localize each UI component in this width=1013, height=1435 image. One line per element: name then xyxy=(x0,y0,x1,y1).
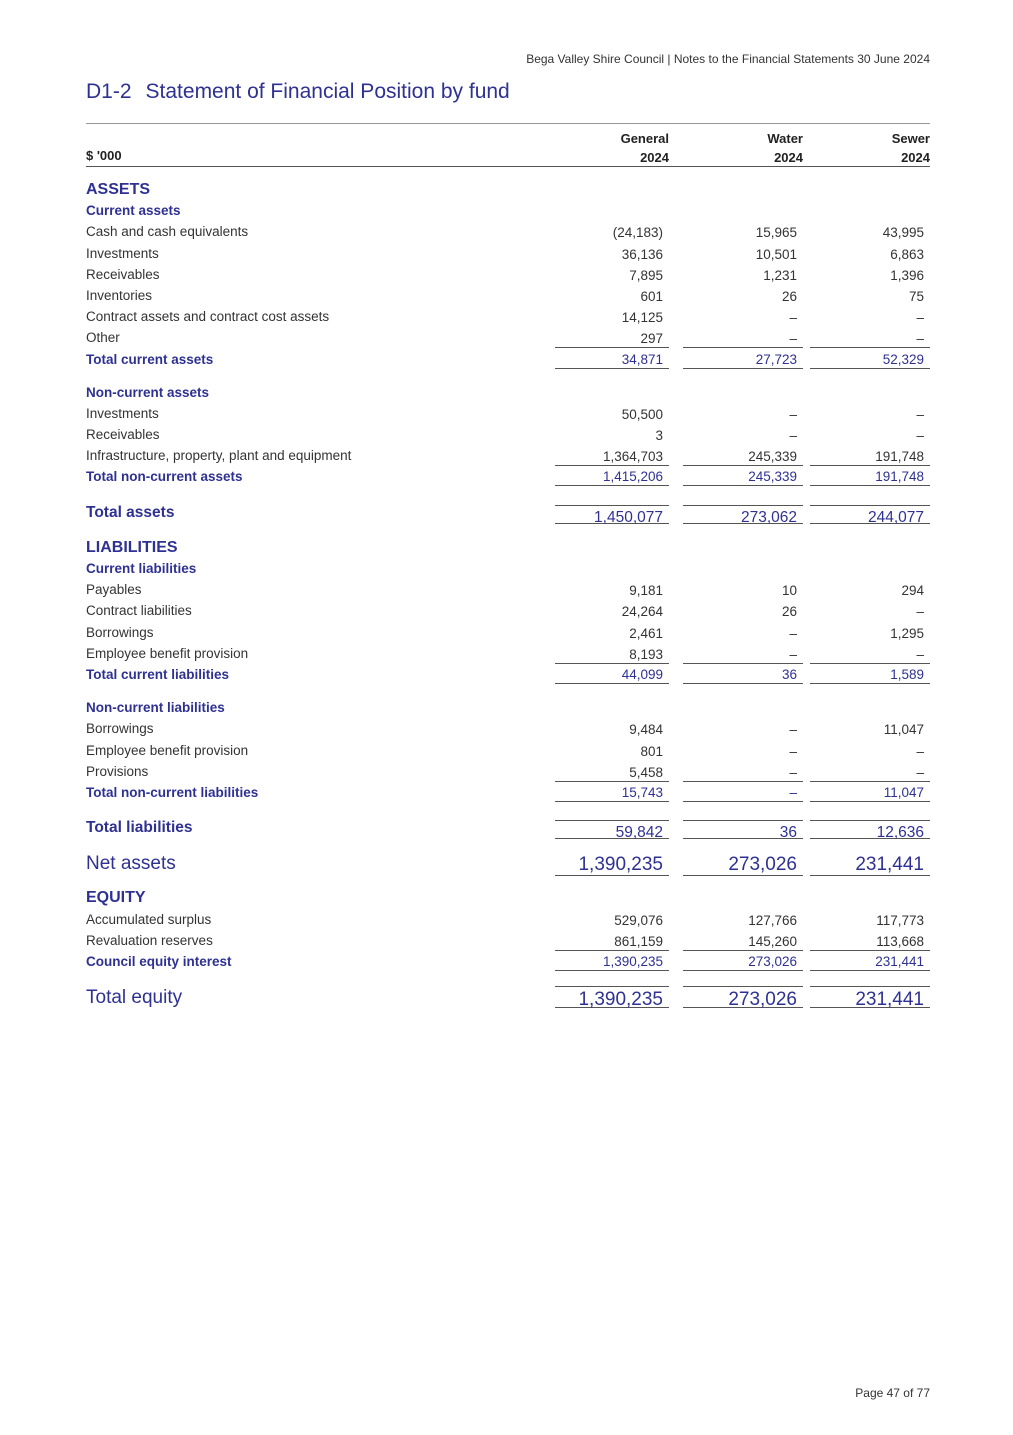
page-number: Page 47 of 77 xyxy=(855,1386,930,1400)
table-row xyxy=(86,909,930,930)
noncurrent-assets-rows xyxy=(86,403,930,467)
row-label: Accumulated surplus xyxy=(86,911,212,927)
row-value: – xyxy=(683,647,803,664)
row-label: Contract liabilities xyxy=(86,603,192,619)
total-noncurrent-liabilities-row: Total non-current liabilities 15,743 – 11,047 xyxy=(86,782,930,803)
row-value: 11,047 xyxy=(883,722,924,738)
row-value: 10 xyxy=(781,583,797,599)
total-liabilities-row: Total liabilities 59,842 36 12,636 xyxy=(86,817,930,838)
note-title-text: Statement of Financial Position by fund xyxy=(145,80,510,103)
row-value: – xyxy=(916,310,924,326)
row-value: – xyxy=(683,331,803,348)
row-value: 50,500 xyxy=(621,406,663,422)
table-row xyxy=(86,221,930,242)
table-row xyxy=(86,306,930,327)
row-value: 8,193 xyxy=(555,647,669,664)
table-row xyxy=(86,327,930,348)
row-value: 26 xyxy=(781,288,797,304)
current-assets-rows xyxy=(86,221,930,348)
row-value: 5,458 xyxy=(555,765,669,782)
row-value: 297 xyxy=(555,331,669,348)
row-value: 2,461 xyxy=(629,625,663,641)
column-name: Sewer xyxy=(891,131,930,146)
row-label: Provisions xyxy=(86,763,149,779)
row-value: 601 xyxy=(640,288,663,304)
row-value: 861,159 xyxy=(555,934,669,951)
subheading-noncurrent-liabilities: Non-current liabilities xyxy=(86,700,225,716)
row-value: – xyxy=(916,428,924,444)
running-header: Bega Valley Shire Council | Notes to the Financial Statements 30 June 2024 xyxy=(526,52,930,66)
column-year: 2024 xyxy=(640,150,669,165)
subheading-current-liabilities: Current liabilities xyxy=(86,561,197,576)
row-label: Receivables xyxy=(86,427,160,443)
row-value: 117,773 xyxy=(876,912,924,928)
row-value: – xyxy=(810,331,930,348)
row-value: – xyxy=(683,765,803,782)
row-value: 127,766 xyxy=(748,912,797,928)
row-label: Contract assets and contract cost assets xyxy=(86,309,330,325)
row-value: – xyxy=(810,765,930,782)
table-row xyxy=(86,445,930,466)
table-row xyxy=(86,424,930,445)
row-value: – xyxy=(789,625,797,641)
row-value: 191,748 xyxy=(810,449,930,466)
column-header-row xyxy=(86,123,930,167)
row-value: 1,295 xyxy=(890,625,924,641)
council-equity-interest-row: Council equity interest 1,390,235 273,026 231,441 xyxy=(86,951,930,972)
row-value: 36,136 xyxy=(621,246,663,262)
row-value: 15,965 xyxy=(755,225,797,241)
current-liabilities-rows xyxy=(86,579,930,664)
column-sewer xyxy=(810,129,930,167)
row-label: Borrowings xyxy=(86,624,154,640)
row-value: – xyxy=(789,428,797,444)
row-value: 6,863 xyxy=(890,246,924,262)
column-year: 2024 xyxy=(774,150,803,165)
section-heading-equity: EQUITY xyxy=(86,889,146,907)
row-value: – xyxy=(810,647,930,664)
table-row xyxy=(86,600,930,621)
total-equity-row: Total equity 1,390,235 273,026 231,441 xyxy=(86,986,930,1007)
net-assets-row: Net assets 1,390,235 273,026 231,441 xyxy=(86,852,930,873)
table-row xyxy=(86,264,930,285)
column-year: 2024 xyxy=(901,150,930,165)
column-name: General xyxy=(620,131,669,146)
subheading-current-assets: Current assets xyxy=(86,203,181,219)
row-value: 9,484 xyxy=(629,722,663,738)
noncurrent-liabilities-rows xyxy=(86,718,930,782)
row-label: Cash and cash equivalents xyxy=(86,224,249,240)
note-title xyxy=(86,80,510,104)
row-label: Infrastructure, property, plant and equipment xyxy=(86,448,352,464)
subheading-noncurrent-assets: Non-current assets xyxy=(86,384,210,400)
row-value: 9,181 xyxy=(629,583,663,599)
row-value: 529,076 xyxy=(614,912,663,928)
row-value: 801 xyxy=(640,743,663,759)
row-value: 113,668 xyxy=(810,934,930,951)
section-heading-liabilities: LIABILITIES xyxy=(86,538,178,556)
table-row xyxy=(86,285,930,306)
note-code: D1-2 xyxy=(86,80,132,103)
row-label: Other xyxy=(86,330,120,346)
unit-label: $ '000 xyxy=(86,148,122,163)
row-label: Employee benefit provision xyxy=(86,645,249,661)
row-value: 7,895 xyxy=(629,267,663,283)
table-row xyxy=(86,403,930,424)
row-value: 245,339 xyxy=(683,449,803,466)
total-assets-row: Total assets 1,450,077 273,062 244,077 xyxy=(86,502,930,523)
row-value: (24,183) xyxy=(612,225,663,241)
row-value: 24,264 xyxy=(621,604,663,620)
row-value: 26 xyxy=(781,604,797,620)
row-label: Investments xyxy=(86,405,159,421)
total-current-assets-row: Total current assets 34,871 27,723 52,329 xyxy=(86,349,930,370)
table-row xyxy=(86,243,930,264)
table-row xyxy=(86,761,930,782)
table-row xyxy=(86,930,930,951)
row-value: – xyxy=(789,406,797,422)
column-water xyxy=(683,129,803,167)
row-label: Investments xyxy=(86,245,159,261)
column-name: Water xyxy=(767,131,803,146)
total-current-liabilities-row: Total current liabilities 44,099 36 1,589 xyxy=(86,664,930,685)
row-value: 294 xyxy=(901,583,924,599)
total-noncurrent-assets-row: Total non-current assets 1,415,206 245,339 191,748 xyxy=(86,466,930,487)
row-label: Employee benefit provision xyxy=(86,742,249,758)
row-label: Payables xyxy=(86,582,142,598)
row-value: – xyxy=(916,743,924,759)
table-row xyxy=(86,622,930,643)
row-label: Borrowings xyxy=(86,721,154,737)
row-value: – xyxy=(789,743,797,759)
row-value: 1,396 xyxy=(890,267,924,283)
row-value: – xyxy=(916,406,924,422)
row-value: – xyxy=(916,604,924,620)
table-row xyxy=(86,579,930,600)
row-value: 43,995 xyxy=(882,225,924,241)
row-value: – xyxy=(789,722,797,738)
table-row xyxy=(86,740,930,761)
row-value: 75 xyxy=(908,288,924,304)
row-value: – xyxy=(789,310,797,326)
row-label: Revaluation reserves xyxy=(86,932,213,948)
column-general xyxy=(555,129,669,167)
table-row xyxy=(86,643,930,664)
row-value: 145,260 xyxy=(683,934,803,951)
table-row xyxy=(86,718,930,739)
row-value: 3 xyxy=(655,428,663,444)
row-value: 1,231 xyxy=(763,267,797,283)
fund-table xyxy=(86,123,930,1011)
row-value: 10,501 xyxy=(755,246,797,262)
row-label: Inventories xyxy=(86,287,153,303)
row-value: 1,364,703 xyxy=(555,449,669,466)
equity-rows xyxy=(86,909,930,951)
row-value: 14,125 xyxy=(621,310,663,326)
row-label: Receivables xyxy=(86,266,160,282)
section-heading-assets: ASSETS xyxy=(86,181,151,198)
